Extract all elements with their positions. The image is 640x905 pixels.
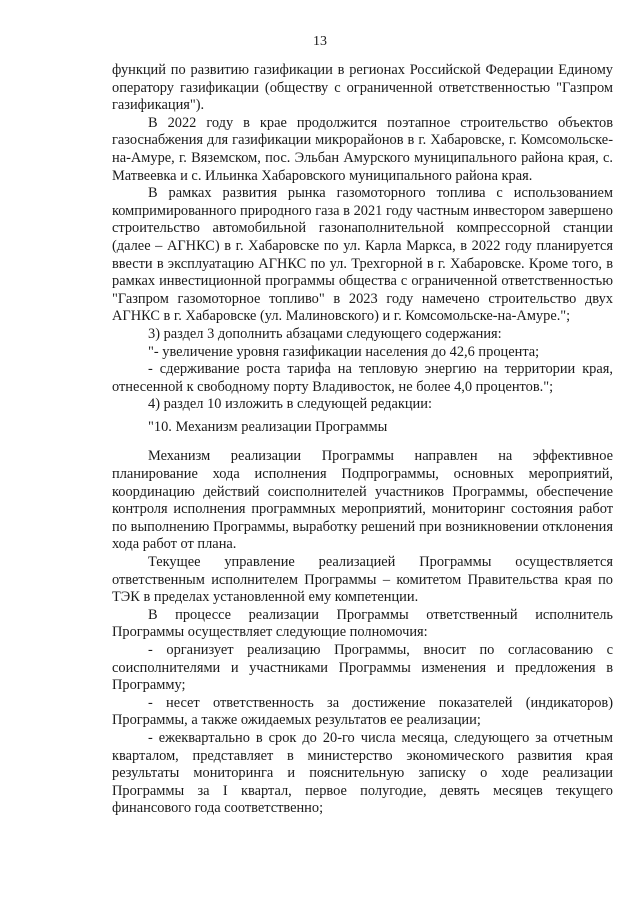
paragraph: В рамках развития рынка газомоторного топлива с использованием компримированного природного газа в 2021 году частным инвестором завершено строительство автомобильной газонаполнительной компрессорной станции (далее – АГНКС) в г. Хабаровске по ул. Карла Маркса, в 2022 году планируется ввести в эксплуатацию АГНКС по ул. Трехгорной в г. Хабаровске. Кроме того, в рамках инвестиционной программы общества с ограниченной ответственностью "Газпром газомоторное топливо" в 2023 году намечено строительство двух АГНКС в г. Хабаровске (ул. Малиновского) и г. Комсомольске-на-Амуре."; xyxy=(112,185,613,325)
page-number: 13 xyxy=(313,34,327,49)
list-item: - несет ответственность за достижение показателей (индикаторов) Программы, а также ожидаемых результатов ее реализации; xyxy=(112,694,613,729)
list-item: - ежеквартально в срок до 20-го числа месяца, следующего за отчетным кварталом, представляет в министерство экономического развития края результаты мониторинга и пояснительную записку о ходе реализации Программы за I квартал, первое полугодие, девять месяцев текущего финансового года соответственно; xyxy=(112,729,613,817)
document-body xyxy=(112,62,613,818)
list-item: "- увеличение уровня газификации населения до 42,6 процента; xyxy=(148,343,540,360)
paragraph: В процессе реализации Программы ответственный исполнитель Программы осуществляет следующие полномочия: xyxy=(112,606,613,641)
paragraph: 3) раздел 3 дополнить абзацами следующего содержания: xyxy=(148,325,502,342)
section-heading: "10. Механизм реализации Программы xyxy=(148,418,388,435)
list-item: - сдерживание роста тарифа на тепловую энергию на территории края, отнесенной к свободному порту Владивосток, не более 4,0 процентов."; xyxy=(112,361,613,395)
paragraph: 4) раздел 10 изложить в следующей редакции: xyxy=(148,396,432,413)
paragraph: В 2022 году в крае продолжится поэтапное строительство объектов газоснабжения для газификации микрорайонов в г. Хабаровске, г. Комсомольске-на-Амуре, г. Вяземском, пос. Эльбан Амурского муниципального района края, с. Матвеевка и с. Ильинка Хабаровского муниципального района края. xyxy=(112,114,613,184)
paragraph: Текущее управление реализацией Программы осуществляется ответственным исполнителем Программы – комитетом Правительства края по ТЭК в пределах установленной ему компетенции. xyxy=(112,554,613,606)
list-item: - организует реализацию Программы, вносит по согласованию с соисполнителями и участниками Программы изменения и предложения в Программу; xyxy=(112,642,613,694)
paragraph: функций по развитию газификации в регионах Российской Федерации Единому оператору газификации (обществу с ограниченной ответственностью "Газпром газификация"). xyxy=(112,62,613,114)
paragraph: Механизм реализации Программы направлен на эффективное планирование хода исполнения Подпрограммы, основных мероприятий, координацию действий соисполнителей участников Программы, обеспечение контроля исполнения программных мероприятий, мониторинг состояния работ по выполнению Программы, выработку решений при возникновении отклонения хода работ от плана. xyxy=(112,448,613,553)
